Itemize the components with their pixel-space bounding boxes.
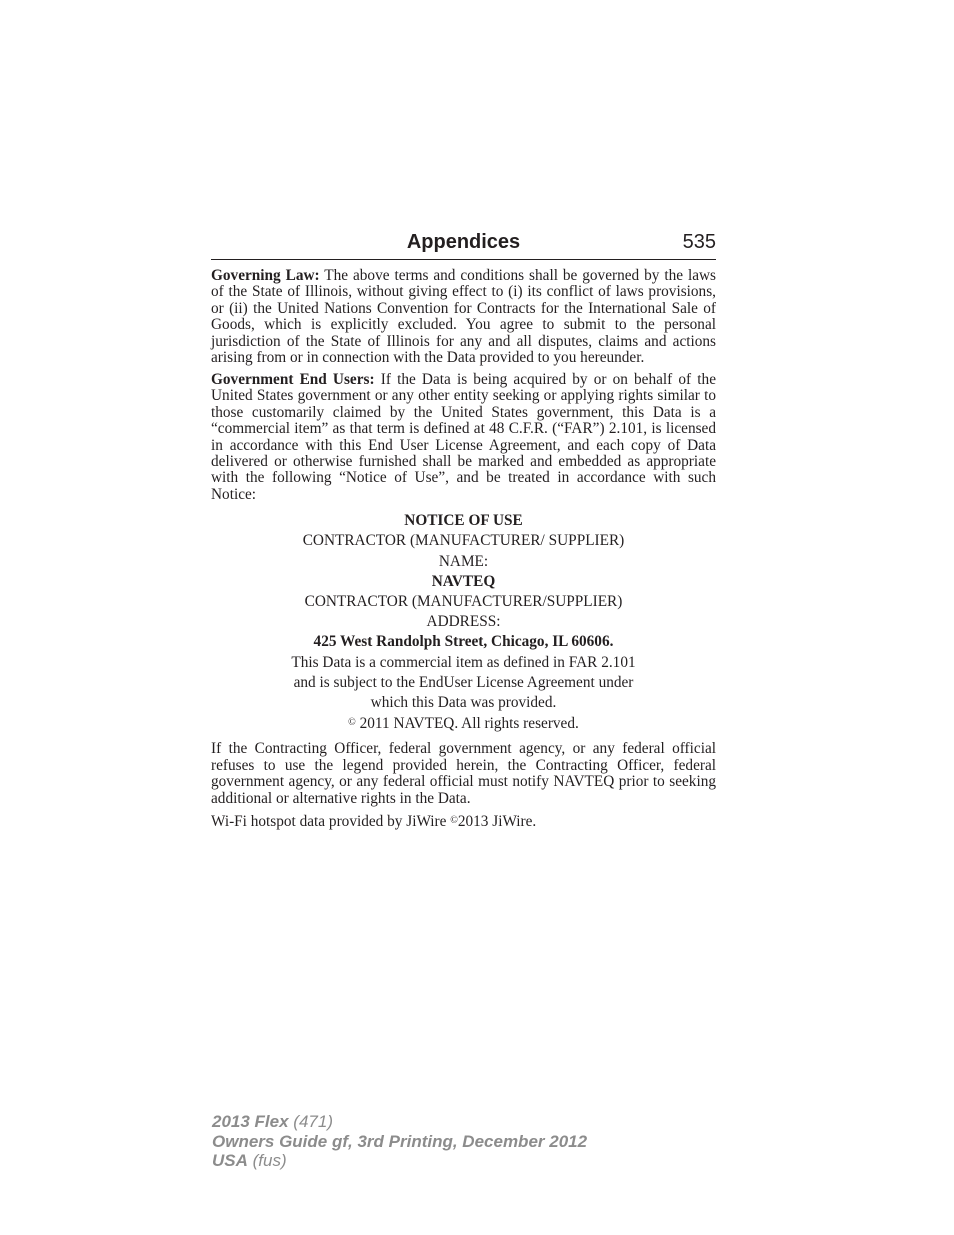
copyright-symbol: ©: [348, 717, 356, 729]
footer-guide: Owners Guide gf, 3rd Printing, December 2012: [212, 1131, 588, 1151]
notice-of-use-block: [211, 511, 716, 734]
page-header: [211, 229, 716, 260]
wifi-copyright-symbol: ©: [450, 814, 458, 826]
section-title: Appendices: [406, 231, 521, 253]
wifi-attribution: [211, 813, 716, 830]
page-content: [211, 268, 716, 835]
page-number: 535: [682, 231, 716, 253]
contractor-name-value: NAVTEQ: [431, 572, 496, 590]
footer-model-code: (471): [293, 1112, 333, 1131]
footer-model: 2013 Flex: [212, 1112, 289, 1131]
commercial-item-line-3: which this Data was provided.: [370, 694, 557, 712]
copyright-line: [211, 713, 716, 734]
commercial-item-line-2: and is subject to the EndUser License Agreement under: [293, 673, 634, 691]
government-end-users-text: If the Data is being acquired by or on behalf of the United States government or any other entity seeking or applying rights similar to those customarily claimed by the United States government, this Data is a “commercial item” as that term is defined at 48 C.F.R. (“FAR”) 2.101, is licensed in accordance with this End User License Agreement, and each copy of Data delivered or otherwise furnished shall be marked and embedded as appropriate with the following “Notice of Use”, and be treated in accordance with such Notice:: [211, 370, 716, 503]
contractor-address-value: 425 West Randolph Street, Chicago, IL 60606.: [313, 633, 614, 651]
footer-region-code: (fus): [252, 1151, 287, 1170]
contractor-name-label: CONTRACTOR (MANUFACTURER/ SUPPLIER): [302, 532, 625, 550]
notice-heading: NOTICE OF USE: [404, 512, 523, 530]
governing-law-heading: Governing Law:: [211, 267, 320, 284]
contracting-officer-paragraph: If the Contracting Officer, federal government agency, or any federal official refuses to use the legend provided herein, the Contracting Officer, federal government agency, or any federal official must notify NAVTEQ prior to seeking additional or alternative rights in the Data.: [211, 740, 716, 807]
contractor-address-label-suffix: ADDRESS:: [426, 613, 501, 631]
governing-law-text: The above terms and conditions shall be governed by the laws of the State of Illinois, without giving effect to (i) its conflict of laws provisions, or (ii) the United Nations Convention for Contracts for the International Sale of Goods, which is explicitly excluded. You agree to submit to the personal jurisdiction of the State of Illinois for any and all disputes, claims and actions arising from or in connection with the Data provided to you hereunder.: [211, 267, 716, 367]
contractor-name-label-suffix: NAME:: [438, 552, 489, 570]
wifi-text-after: 2013 JiWire.: [457, 812, 537, 830]
page-footer: [212, 1112, 587, 1171]
government-end-users-paragraph: [211, 372, 716, 503]
footer-model-line: [212, 1112, 587, 1132]
contractor-address-label: CONTRACTOR (MANUFACTURER/SUPPLIER): [304, 593, 623, 610]
commercial-item-line-1: This Data is a commercial item as defined in FAR 2.101: [291, 653, 636, 671]
wifi-text: Wi-Fi hotspot data provided by JiWire: [211, 812, 451, 830]
copyright-text: 2011 NAVTEQ. All rights reserved.: [355, 715, 579, 733]
footer-region: USA: [212, 1151, 248, 1170]
footer-region-line: [212, 1151, 587, 1171]
government-end-users-heading: Government End Users:: [211, 370, 375, 388]
governing-law-paragraph: [211, 268, 716, 366]
